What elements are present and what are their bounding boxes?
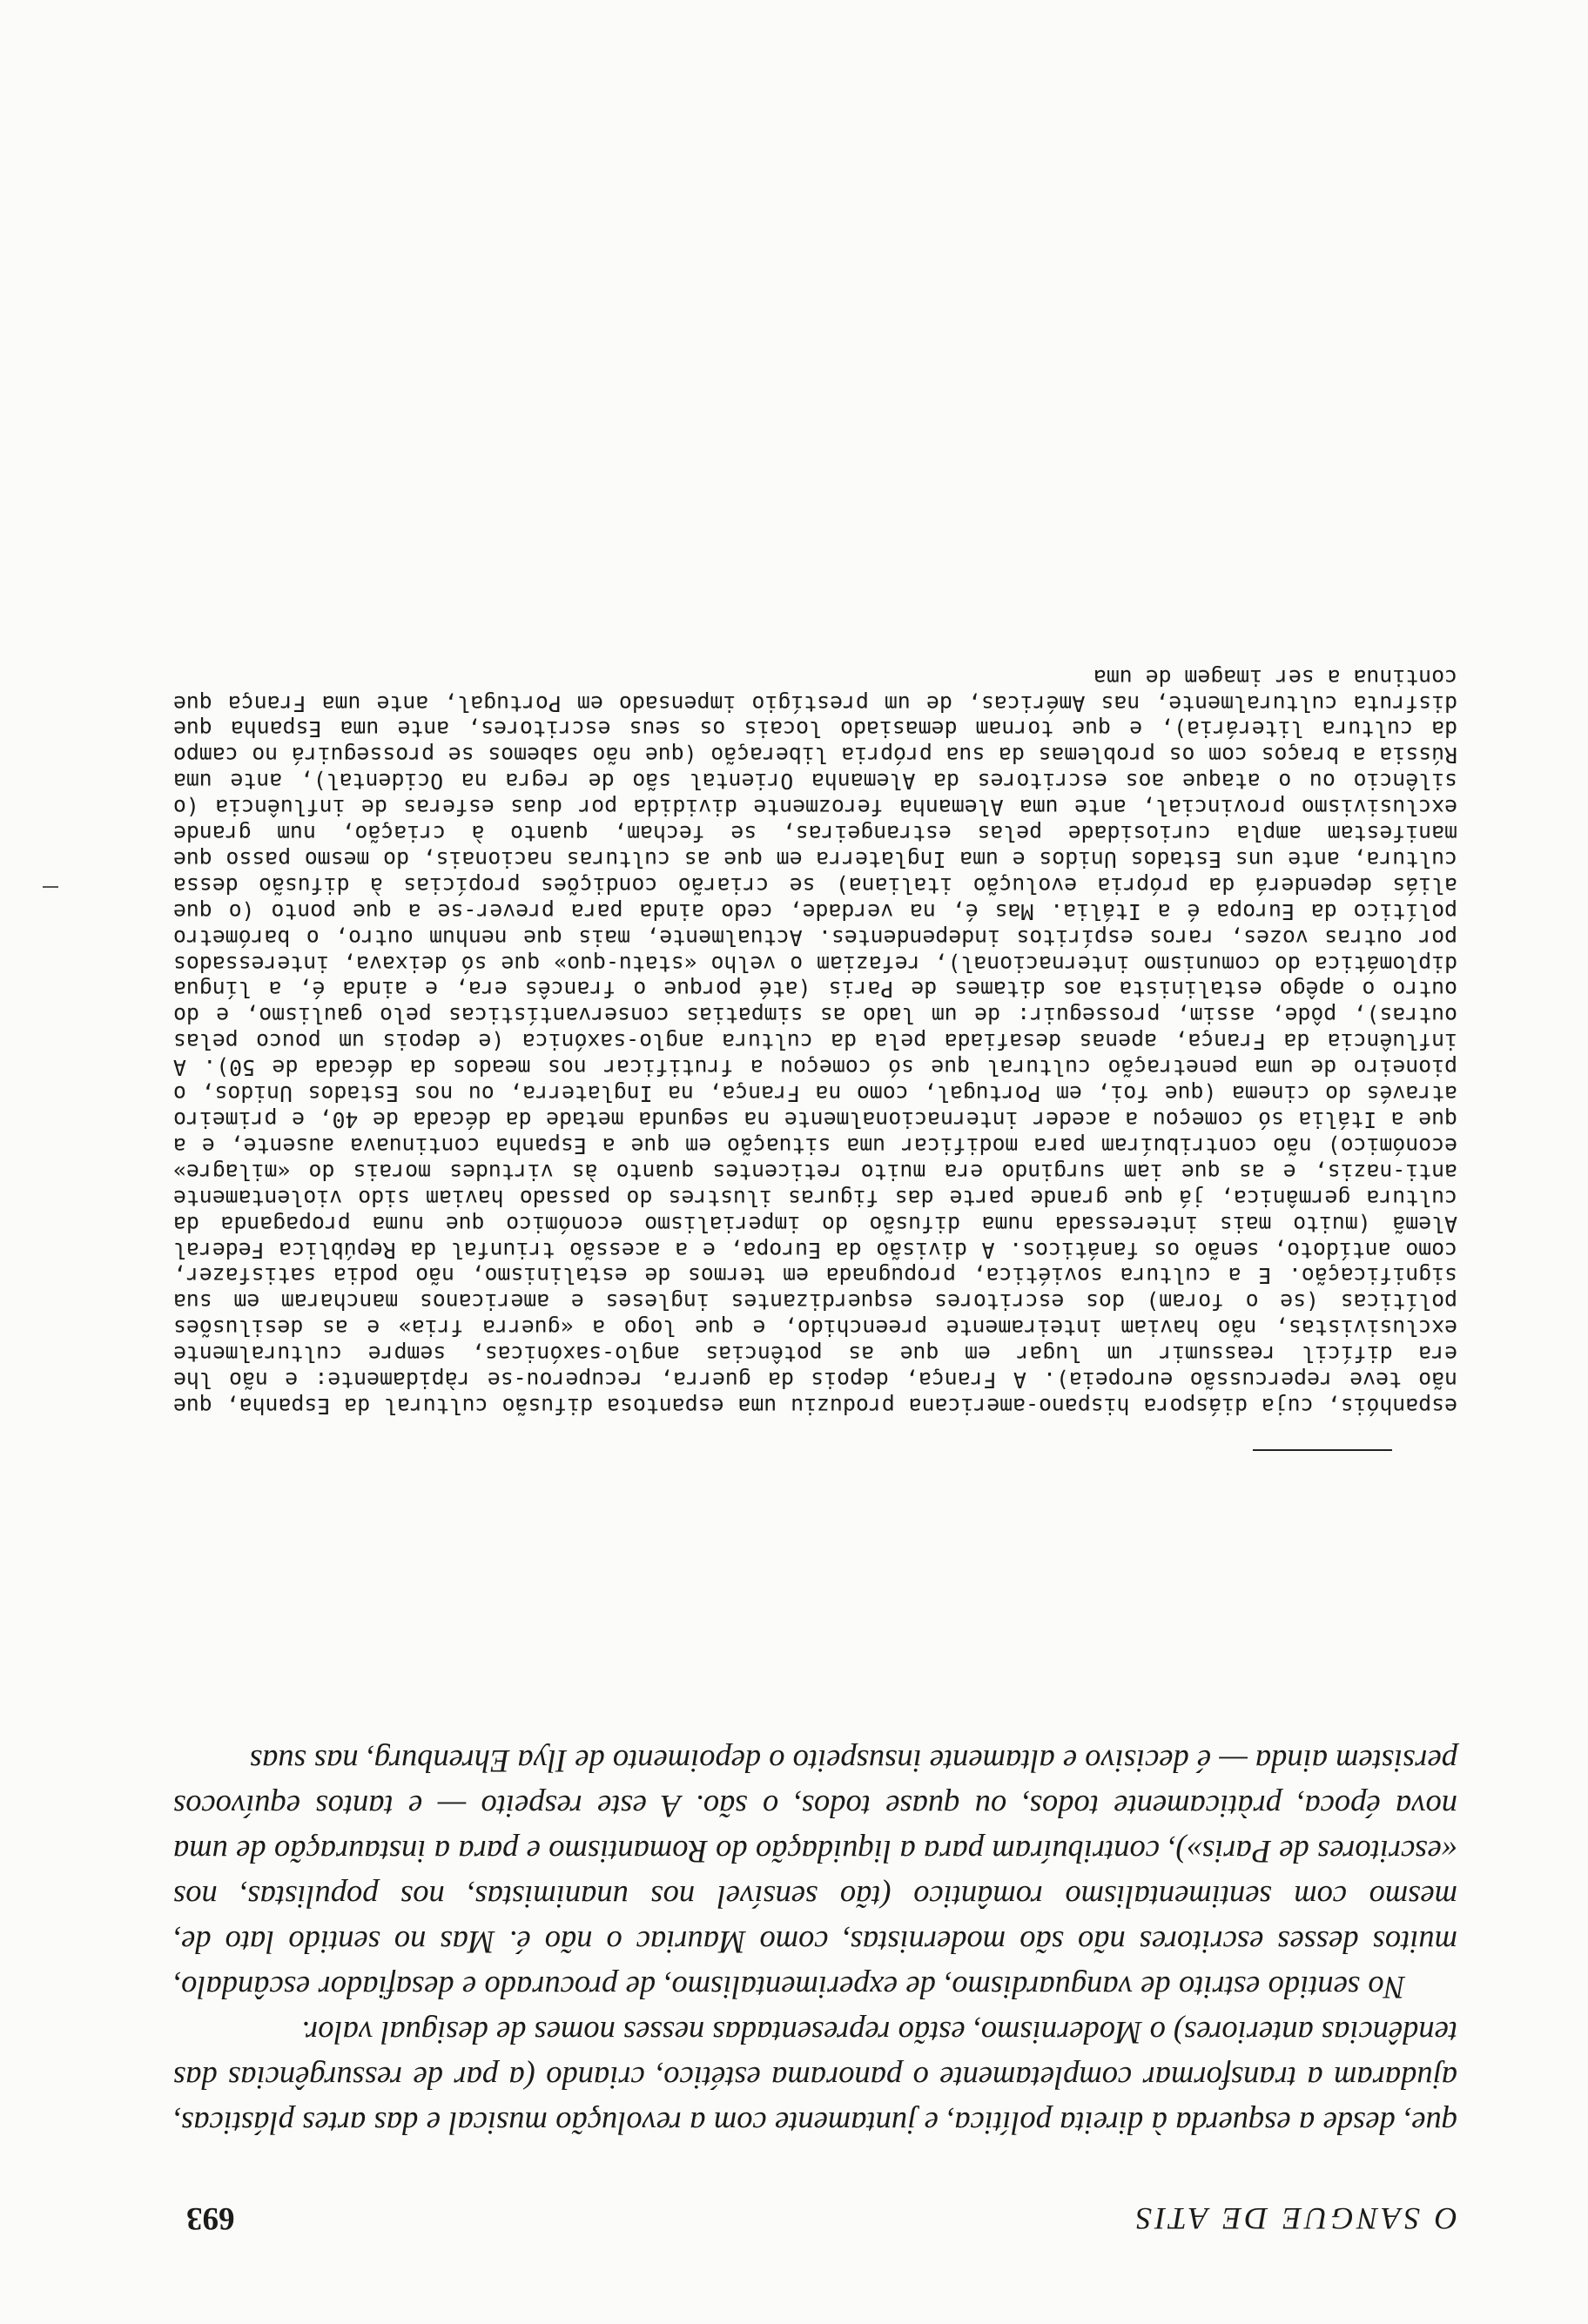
main-paragraph-1: que, desde a esquerda à direita política, e juntamente com a revolução musical e das artes plásticas, ajudaram a transformar completamente o panorama estético, criando (a par de ressurgências das tendências anteriores) o Modernismo, estão representadas nesses nomes de desigual valor.	[173, 2015, 1457, 2141]
page-header	[186, 2193, 1457, 2237]
footnote-divider	[1253, 1449, 1392, 1451]
page-number: 693	[186, 2200, 235, 2236]
main-paragraph-2: No sentido estrito de vanguardismo, de experimentalismo, de procurado e desafiador escândalo, muitos desses escritores não são modernistas, como Mauriac o não é. Mas no sentido lato de, mesmo com sentimentalismo romântico (tão sensível nos unanimistas, nos populistas, nos «escritores de Paris»), contribuíram para a liquidação do Romantismo e para a instauração de uma nova época, pràticamente todos, ou quase todos, o são. A este respeito — e tantos equívocos persistem ainda — é decisivo e altamente insuspeito o depoimento de Ilya Ehrenburg, nas suas	[173, 1743, 1457, 2005]
margin-mark	[43, 886, 58, 888]
footnote-block	[173, 664, 1457, 1419]
footnote-paragraph: espanhóis, cuja diáspora hispano-americana produziu uma espantosa difusão cultural da Espanha, que não teve repercussão europeia). A França, depois da guerra, recuperou-se ràpidamente: e não lhe era difícil reassumir um lugar em que as potências anglo-saxónicas, sempre culturalmente exclusivistas, não haviam inteiramente preenchido, e que logo a «guerra fria» e as desilusões políticas (se o foram) dos escritores esquerdizantes ingleses e americanos mancharam em sua significação. E a cultura soviética, propugnada em termos de estalinismo, não podia satisfazer, como antídoto, senão os fanáticos. A divisão da Europa, e a acessão triunfal da República Federal Alemã (muito mais interessada numa difusão do imperialismo económico que numa propaganda da cultura germânica, já que grande parte das figuras ilustres do passado haviam sido violentamente anti-nazis, e as que iam surgindo era muito reticentes quanto às virtudes morais do «milagre» económico) não contribuíram para modificar uma situação em que a Espanha continuava ausente, e a que a Itália só começou a aceder internacionalmente na segunda metade da década de 40, e primeiro através do cinema (que foi, em Portugal, como na França, na Inglaterra, ou nos Estados Unidos, o pioneiro de uma penetração cultural que só começou a frutificar nos meados da década de 50). A influência da França, apenas desafiada pela da cultura anglo-saxónica (e depois um pouco pelas outras), pôde, assim, prosseguir: de um lado as simpatias conservantísticas pelo gaulismo, e do outro o apêgo estalinista aos ditames de Paris (até porque o francês era, e ainda é, a língua diplomática do comunismo internacional), refaziam o velho «statu-quo» que só deixava, interessados por outras vozes, raros espíritos independentes. Actualmente, mais que nenhum outro, o barómetro político da Europa é a Itália. Mas é, na verdade, cedo ainda para prever-se a que ponto (o que aliás dependerá da própria evolução italiana) se criarão condições propícias à difusão dessa cultura, ante uns Estados Unidos e uma Inglaterra em que as culturas nacionais, do mesmo passo que manifestam ampla curiosidade pelas estrangeiras, se fecham, quanto à criação, num grande exclusivismo provincial, ante uma Alemanha ferozmente dividida por duas esferas de influência (o silêncio ou o ataque aos escritores da Alemanha Oriental são de regra na Ocidental), ante uma Rússia a braços com os problemas da sua própria liberação (que não sabemos se prosseguirá no campo da cultura literária), e que tornam demasiado locais os seus escritores, ante uma Espanha que disfruta culturalmente, nas Américas, de um prestígio impensado em Portugal, ante uma França que continua a ser imagem de uma	[173, 664, 1457, 1419]
running-title: O SANGUE DE ATIS	[1133, 2201, 1457, 2236]
quoted-main-text	[173, 1738, 1457, 2146]
